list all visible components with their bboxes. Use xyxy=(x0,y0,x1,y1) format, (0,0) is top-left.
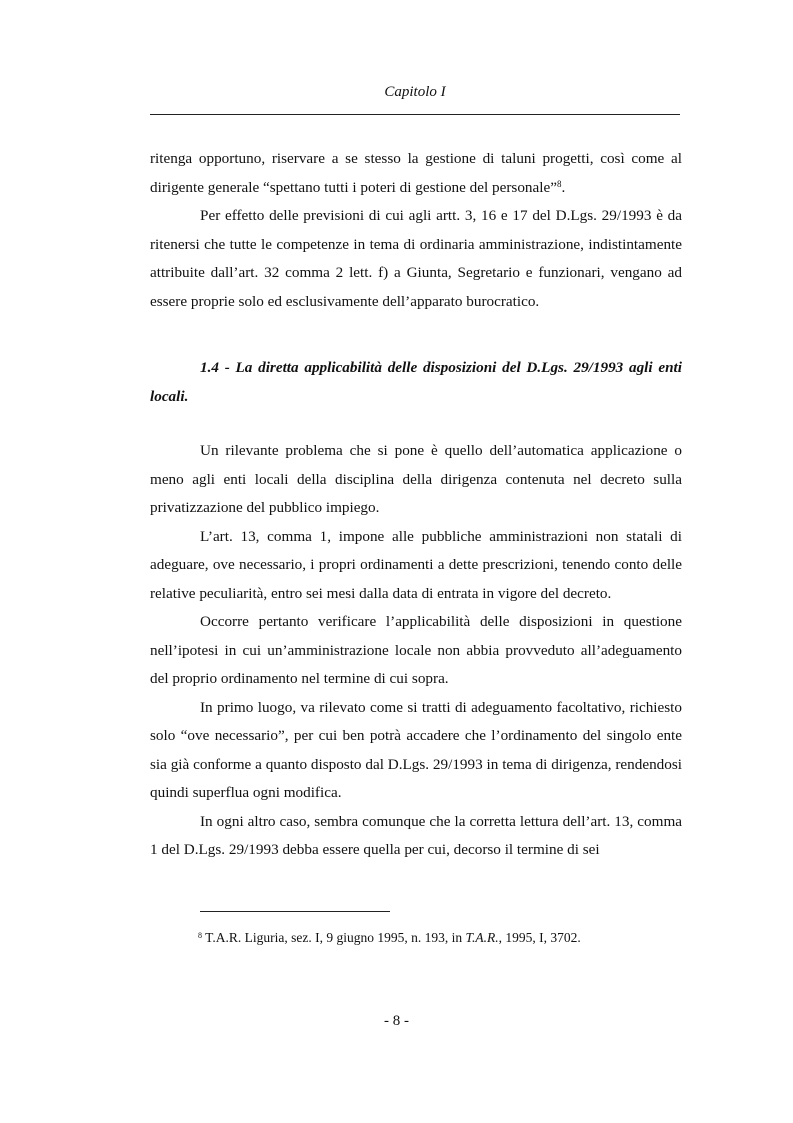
paragraph-text: ritenga opportuno, riservare a se stesso la gestione di taluni progetti, così come al dirigente generale “spettano tutti i poteri di gestione del personale” xyxy=(150,150,682,196)
paragraph: Un rilevante problema che si pone è quello dell’automatica applicazione o meno agli enti locali della disciplina della dirigenza contenuta nel decreto sulla privatizzazione del pubblico impiego. xyxy=(150,442,682,516)
paragraph-end: . xyxy=(561,178,566,196)
footnote-source: T.A.R. xyxy=(465,930,499,945)
paragraph: In ogni altro caso, sembra comunque che la corretta lettura dell’art. 13, comma 1 del D.Lgs. 29/1993 debba essere quella per cui, decorso il termine di sei xyxy=(150,812,682,858)
page-number: - 8 - xyxy=(384,1013,409,1029)
footnote xyxy=(198,930,581,946)
section-heading: 1.4 - La diretta applicabilità delle disposizioni del D.Lgs. 29/1993 agli enti locali. xyxy=(150,359,682,405)
footnote-text: T.A.R. Liguria, sez. I, 9 giugno 1995, n. 193, in xyxy=(202,930,466,945)
paragraph: In primo luogo, va rilevato come si tratti di adeguamento facoltativo, richiesto solo “ove necessario”, per cui ben potrà accadere che l’ordinamento del singolo ente sia già conforme a quanto disposto dal D.Lgs. 29/1993 in tema di dirigenza, rendendosi quindi superflua ogni modifica. xyxy=(150,698,682,801)
footnote-text-end: , 1995, I, 3702. xyxy=(498,930,581,945)
footnote-separator xyxy=(200,911,390,912)
paragraph: Occorre pertanto verificare l’applicabilità delle disposizioni in questione nell’ipotesi in cui un’amministrazione locale non abbia provveduto all’adeguamento del proprio ordinamento nel termine di cui sopra. xyxy=(150,613,682,687)
footnote-reference[interactable]: 8 xyxy=(556,178,562,189)
paragraph: L’art. 13, comma 1, impone alle pubbliche amministrazioni non statali di adeguare, ove necessario, i propri ordinamenti a dette prescrizioni, tenendo conto delle relative peculiarità, entro sei mesi dalla data di entrata in vigore del decreto. xyxy=(150,527,682,602)
paragraph xyxy=(150,145,682,202)
paragraph: Per effetto delle previsioni di cui agli artt. 3, 16 e 17 del D.Lgs. 29/1993 è da ritenersi che tutte le competenze in tema di ordinaria amministrazione, indistintamente attribuite dall’art. 32 comma 2 lett. f) a Giunta, Segretario e funzionari, vengano ad essere proprie solo ed esclusivamente dell’apparato burocratico. xyxy=(150,207,682,310)
running-header: Capitolo I xyxy=(384,84,446,100)
footnote-number: 8 xyxy=(198,931,202,940)
body-text xyxy=(150,145,682,865)
header-rule xyxy=(150,114,680,115)
